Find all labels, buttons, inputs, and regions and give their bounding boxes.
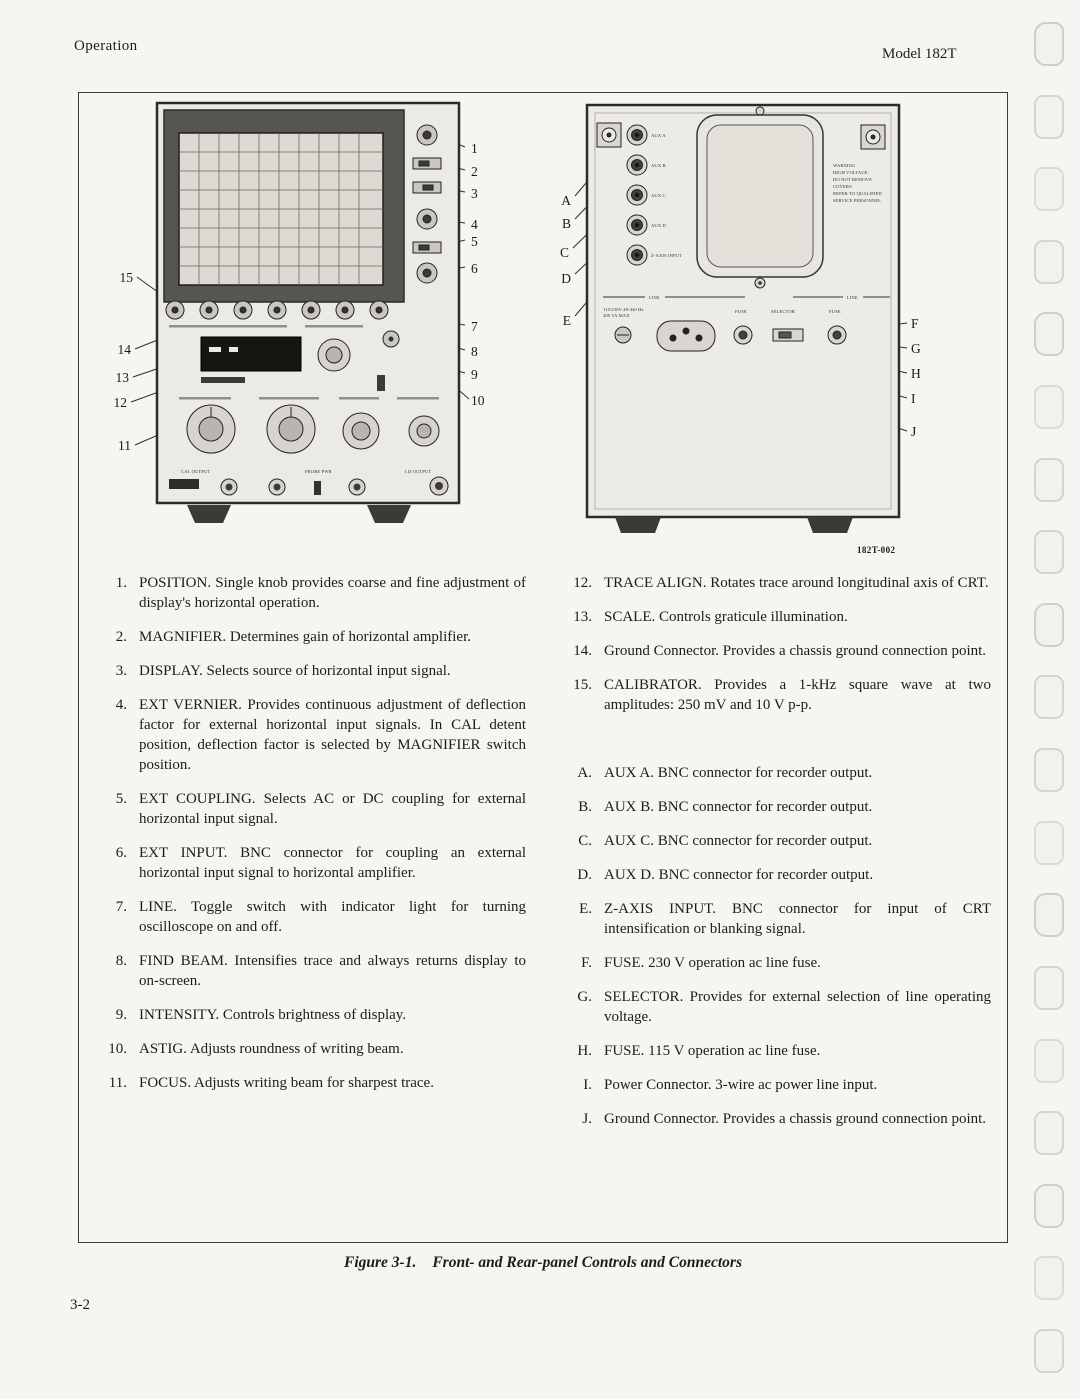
id-output-label: I.D OUTPUT: [405, 469, 432, 474]
callout-5: 5: [471, 234, 478, 249]
item-letter: I.: [583, 1077, 592, 1093]
callout-14: 14: [117, 342, 131, 357]
item-letter: G.: [577, 989, 592, 1005]
power-rating-line2: 200 VA MAX: [603, 313, 630, 318]
binder-hole-mark: [1034, 675, 1064, 719]
item-text: EXT INPUT. BNC connector for coupling an external horizontal input signal to horizontal amplifier.: [139, 845, 526, 881]
aux-c-label: AUX C: [651, 193, 666, 198]
item-number: 10.: [108, 1041, 127, 1057]
list-item: [95, 627, 526, 647]
list-item: [95, 897, 526, 937]
list-item: [95, 843, 526, 883]
callout-G: G: [911, 341, 921, 356]
fuse-115-label: FUSE: [735, 309, 747, 314]
running-header-section: Operation: [74, 38, 138, 54]
item-letter: B.: [578, 799, 592, 815]
callout-2: 2: [471, 164, 478, 179]
list-item: [560, 641, 991, 661]
item-number: 3.: [115, 663, 127, 679]
description-columns: [79, 573, 1007, 1143]
item-text: SELECTOR. Provides for external selection of line operating voltage.: [604, 989, 991, 1025]
binder-hole-mark: [1034, 312, 1064, 356]
figure-caption-label: Figure 3-1.: [344, 1254, 417, 1271]
item-letter: E.: [579, 901, 592, 917]
binder-hole-mark: [1034, 167, 1064, 211]
front-panel-diagram: [109, 97, 501, 555]
crt-screen: [179, 133, 383, 285]
warning-line-1: WARNING: [833, 163, 856, 168]
binder-hole-mark: [1034, 1329, 1064, 1373]
item-number: 12.: [573, 575, 592, 591]
rear-feet: [615, 517, 853, 533]
callout-B: B: [561, 216, 571, 231]
lettered-list: [560, 763, 991, 1129]
item-text: SCALE. Controls graticule illumination.: [604, 609, 848, 625]
callout-I: I: [911, 391, 916, 406]
binder-hole-mark: [1034, 95, 1064, 139]
fuse-230-label: FUSE: [829, 309, 841, 314]
list-item: [560, 607, 991, 627]
callout-6: 6: [471, 261, 478, 276]
binder-hole-mark: [1034, 1111, 1064, 1155]
callout-H: H: [911, 366, 921, 381]
binder-hole-mark: [1034, 1039, 1064, 1083]
item-text: POSITION. Single knob provides coarse and fine adjustment of display's horizontal operation.: [139, 575, 526, 611]
list-item: [560, 831, 991, 851]
warning-line-6: SERVICE PERSONNEL: [833, 198, 882, 203]
list-item: [95, 573, 526, 613]
item-text: DISPLAY. Selects source of horizontal input signal.: [139, 663, 451, 679]
list-item: [560, 1075, 991, 1095]
list-item: [95, 789, 526, 829]
item-text: Z-AXIS INPUT. BNC connector for input of CRT intensification or blanking signal.: [604, 901, 991, 937]
callout-7: 7: [471, 319, 478, 334]
right-column: [560, 573, 991, 1143]
warning-line-5: REFER TO QUALIFIED: [833, 191, 882, 196]
item-number: 7.: [115, 899, 127, 915]
item-text: FOCUS. Adjusts writing beam for sharpest trace.: [139, 1075, 434, 1091]
item-text: FUSE. 115 V operation ac line fuse.: [604, 1043, 821, 1059]
callout-13: 13: [115, 370, 129, 385]
binder-hole-mark: [1034, 1256, 1064, 1300]
item-text: AUX D. BNC connector for recorder output.: [604, 867, 874, 883]
callout-J: J: [911, 424, 917, 439]
list-item: [560, 865, 991, 885]
binder-hole-mark: [1034, 603, 1064, 647]
warning-line-3: DO NOT REMOVE: [833, 177, 872, 182]
list-item: [560, 1109, 991, 1129]
item-text: AUX C. BNC connector for recorder output.: [604, 833, 873, 849]
item-text: Power Connector. 3-wire ac power line input.: [604, 1077, 878, 1093]
callout-10: 10: [471, 393, 485, 408]
figure-id: 182T-002: [857, 545, 896, 555]
item-text: Ground Connector. Provides a chassis ground connection point.: [604, 643, 987, 659]
list-item: [95, 695, 526, 775]
item-number: 11.: [108, 1075, 127, 1091]
warning-line-2: HIGH VOLTAGE: [833, 170, 868, 175]
rear-panel-diagram: [545, 95, 925, 565]
item-number: 14.: [573, 643, 592, 659]
callout-3: 3: [471, 186, 478, 201]
list-item: [95, 1005, 526, 1025]
item-text: EXT VERNIER. Provides continuous adjustment of deflection factor for external horizontal input signals. In CAL detent position, deflection factor is selected by MAGNIFIER switch position.: [139, 697, 526, 773]
item-number: 6.: [115, 845, 127, 861]
line-left-label: LINE: [649, 295, 660, 300]
item-text: TRACE ALIGN. Rotates trace around longitudinal axis of CRT.: [604, 575, 989, 591]
item-letter: H.: [577, 1043, 592, 1059]
list-item: [560, 899, 991, 939]
selector-label: SELECTOR: [771, 309, 795, 314]
item-text: EXT COUPLING. Selects AC or DC coupling for external horizontal input signal.: [139, 791, 526, 827]
crt-cover: [697, 107, 823, 288]
item-number: 2.: [115, 629, 127, 645]
item-letter: C.: [578, 833, 592, 849]
item-text: Ground Connector. Provides a chassis ground connection point.: [604, 1111, 987, 1127]
callout-15: 15: [119, 270, 133, 285]
callout-1: 1: [471, 141, 478, 156]
item-text: LINE. Toggle switch with indicator light for turning oscilloscope on and off.: [139, 899, 526, 935]
list-item: [95, 951, 526, 991]
power-rating-line1: 115/230V 48-440 Hz: [603, 307, 644, 312]
item-text: MAGNIFIER. Determines gain of horizontal amplifier.: [139, 629, 472, 645]
item-text: AUX A. BNC connector for recorder output.: [604, 765, 873, 781]
figure-frame: [78, 92, 1008, 1243]
binder-edge-marks: [1026, 22, 1072, 1373]
list-item: [560, 797, 991, 817]
cal-output-label: CAL OUTPUT: [181, 469, 211, 474]
list-item: [95, 1073, 526, 1093]
list-item: [560, 675, 991, 715]
item-number: 1.: [115, 575, 127, 591]
item-text: FUSE. 230 V operation ac line fuse.: [604, 955, 821, 971]
callout-11: 11: [118, 438, 131, 453]
probe-pwr-label: PROBE PWR: [305, 469, 332, 474]
binder-hole-mark: [1034, 22, 1064, 66]
callout-4: 4: [471, 217, 478, 232]
figure-diagrams: [79, 93, 1007, 571]
item-letter: D.: [577, 867, 592, 883]
item-text: AUX B. BNC connector for recorder output.: [604, 799, 873, 815]
list-item: [560, 573, 991, 593]
list-item: [560, 763, 991, 783]
item-text: ASTIG. Adjusts roundness of writing beam.: [139, 1041, 404, 1057]
z-axis-label: Z-AXIS INPUT: [651, 253, 682, 258]
callout-E: E: [562, 313, 571, 328]
binder-hole-mark: [1034, 458, 1064, 502]
callout-F: F: [911, 316, 919, 331]
warning-line-4: COVERS: [833, 184, 852, 189]
item-number: 15.: [573, 677, 592, 693]
aux-a-label: AUX A: [651, 133, 666, 138]
item-number: 4.: [115, 697, 127, 713]
figure-caption: [78, 1254, 1008, 1272]
binder-hole-mark: [1034, 748, 1064, 792]
binder-hole-mark: [1034, 240, 1064, 284]
binder-hole-mark: [1034, 821, 1064, 865]
item-number: 8.: [115, 953, 127, 969]
aux-d-label: AUX D: [651, 223, 666, 228]
item-number: 5.: [115, 791, 127, 807]
list-item: [95, 661, 526, 681]
callout-8: 8: [471, 344, 478, 359]
item-text: INTENSITY. Controls brightness of display.: [139, 1007, 407, 1023]
callout-A: A: [561, 193, 571, 208]
item-letter: A.: [577, 765, 592, 781]
callout-D: D: [561, 271, 571, 286]
binder-hole-mark: [1034, 893, 1064, 937]
left-column: [95, 573, 526, 1143]
list-item: [95, 1039, 526, 1059]
list-item: [560, 1041, 991, 1061]
list-item: [560, 953, 991, 973]
item-number: 13.: [573, 609, 592, 625]
front-feet: [187, 505, 411, 523]
callout-C: C: [559, 245, 569, 260]
item-number: 9.: [115, 1007, 127, 1023]
binder-hole-mark: [1034, 1184, 1064, 1228]
callout-12: 12: [113, 395, 127, 410]
item-text: CALIBRATOR. Provides a 1-kHz square wave at two amplitudes: 250 mV and 10 V p-p.: [604, 677, 991, 713]
page-number: 3-2: [70, 1297, 90, 1313]
aux-b-label: AUX B: [651, 163, 666, 168]
item-letter: J.: [582, 1111, 592, 1127]
binder-hole-mark: [1034, 966, 1064, 1010]
binder-hole-mark: [1034, 530, 1064, 574]
callout-9: 9: [471, 367, 478, 382]
item-letter: F.: [581, 955, 592, 971]
binder-hole-mark: [1034, 385, 1064, 429]
list-item: [560, 987, 991, 1027]
running-header-model: Model 182T: [882, 46, 957, 62]
figure-caption-text: Front- and Rear-panel Controls and Connectors: [432, 1254, 742, 1271]
item-text: FIND BEAM. Intensifies trace and always returns display to on-screen.: [139, 953, 526, 989]
line-right-label: LINE: [847, 295, 858, 300]
